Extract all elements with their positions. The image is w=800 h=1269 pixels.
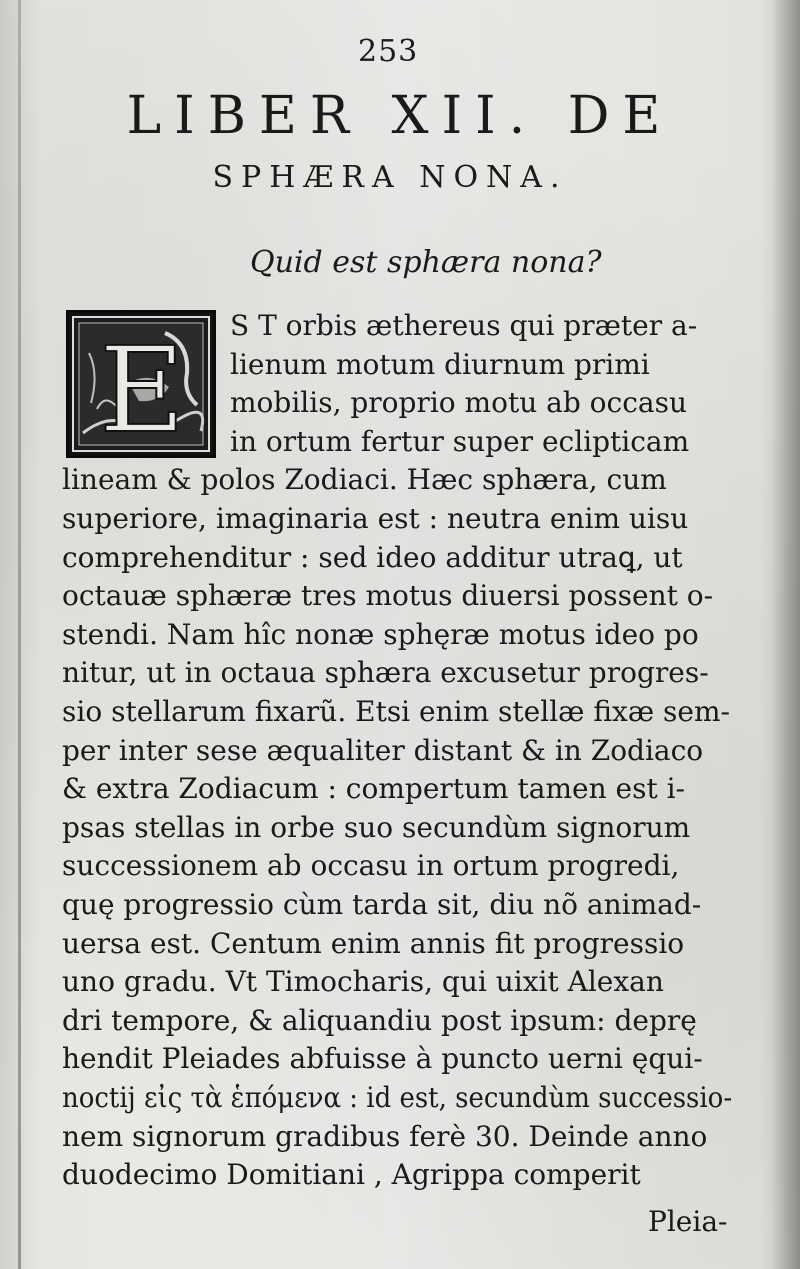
body-line: nem signorum gradibus ferè 30. Deinde anno (62, 1119, 708, 1153)
body-line: uersa est. Centum enim annis fit progressio (62, 926, 685, 960)
body-line: octauæ sphæræ tres motus diuersi possent o- (62, 579, 714, 613)
body-line: per inter sese æqualiter distant & in Zodiaco (62, 733, 704, 767)
binding-edge (18, 0, 21, 1269)
body-line: & extra Zodiacum : compertum tamen est i- (62, 772, 686, 806)
decorated-initial-image (66, 310, 216, 458)
body-line: dri tempore, & aliquandiu post ipsum: deprę (62, 1003, 697, 1037)
initial-letter-glyph: E (99, 321, 186, 455)
body-line: S T orbis æthereus qui præter a- (230, 309, 698, 342)
body-line: uno gradu. Vt Timocharis, qui uixit Alexan (62, 965, 664, 999)
body-line: nitur, ut in octaua sphæra excusetur progres- (62, 656, 709, 690)
body-line: lineam & polos Zodiaci. Hæc sphæra, cum (62, 463, 667, 497)
body-line: noctij εἰς τὰ ἑπόμενα : id est, secundùm successio- (62, 1081, 733, 1114)
section-question: Quid est sphæra nona? (250, 245, 602, 280)
body-line: superiore, imaginaria est : neutra enim uisu (62, 502, 689, 535)
catchword: Pleia- (648, 1205, 728, 1238)
chapter-subtitle: SPHÆRA NONA. (212, 160, 568, 195)
body-line: hendit Pleiades abfuisse à puncto uerni ęqui- (62, 1042, 703, 1076)
chapter-title: LIBER XII. DE (126, 86, 674, 146)
body-line: mobilis, proprio motu ab occasu (230, 386, 687, 420)
page-edge-shadow (772, 0, 800, 1269)
body-line: sio stellarum fixarũ. Etsi enim stellæ fixæ sem- (62, 695, 731, 728)
body-line: successionem ab occasu in ortum progredi, (62, 849, 680, 883)
body-line: duodecimo Domitiani , Agrippa comperit (62, 1158, 641, 1192)
body-line: comprehenditur : sed ideo additur utraꝗ, ut (62, 540, 683, 574)
woodcut-illustration (69, 313, 213, 455)
page-number: 253 (358, 34, 419, 69)
body-line: psas stellas in orbe suo secundùm signorum (62, 810, 691, 844)
body-line: stendi. Nam hîc nonæ sphęræ motus ideo po (62, 617, 699, 651)
body-line: in ortum fertur super eclipticam (230, 424, 690, 458)
body-line: quę progressio cùm tarda sit, diu nõ animad- (62, 888, 702, 921)
body-line: lienum motum diurnum primi (230, 347, 650, 381)
